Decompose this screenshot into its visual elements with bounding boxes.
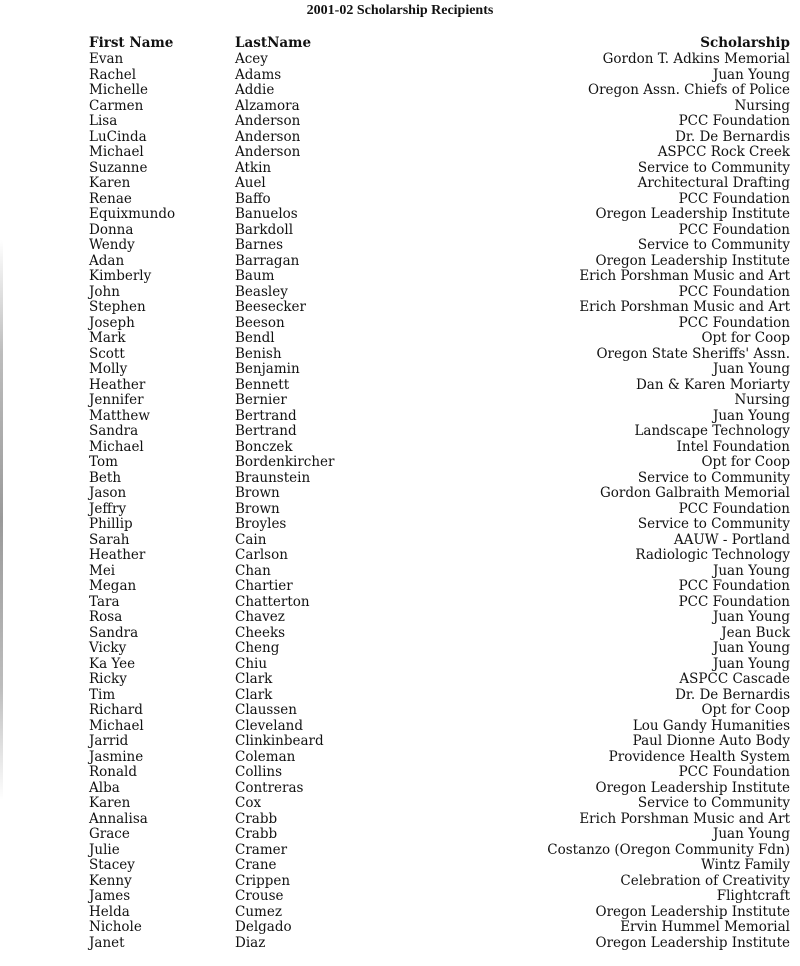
table-row	[0, 905, 800, 921]
last-name-cell: Chan	[235, 562, 271, 579]
table-row	[0, 610, 800, 626]
last-name-cell: Bertrand	[235, 423, 297, 439]
first-name-cell: Jasmine	[89, 748, 144, 765]
first-name-cell: Ricky	[89, 671, 127, 687]
last-name-cell: Clark	[235, 686, 273, 703]
first-name-cell: Scott	[89, 345, 125, 362]
table-row	[0, 796, 800, 812]
table-row	[0, 719, 800, 735]
header-first-name: First Name	[89, 35, 174, 51]
table-row	[0, 765, 800, 781]
first-name-cell: Rachel	[89, 66, 137, 83]
last-name-cell: Broyles	[235, 516, 287, 532]
last-name-cell: Bonczek	[235, 438, 293, 455]
first-name-cell: Sandra	[89, 423, 139, 439]
last-name-cell: Baffo	[235, 190, 271, 207]
first-name-cell: Megan	[89, 578, 137, 594]
scholarship-cell: Juan Young	[712, 407, 790, 424]
scholarship-cell: Costanzo (Oregon Community Fdn)	[547, 841, 790, 858]
first-name-cell: Sarah	[89, 531, 130, 548]
table-row	[0, 455, 800, 471]
scholarship-cell: ASPCC Rock Creek	[657, 144, 790, 160]
scholarship-cell: Juan Young	[712, 66, 790, 83]
table-row	[0, 688, 800, 704]
first-name-cell: Alba	[89, 779, 120, 796]
scholarship-cell: PCC Foundation	[678, 578, 790, 594]
table-row	[0, 626, 800, 642]
last-name-cell: Adams	[235, 66, 282, 83]
scholarship-cell: Erich Porshman Music and Art	[579, 268, 790, 284]
table-row	[0, 130, 800, 146]
scholarship-cell: Oregon State Sheriffs' Assn.	[596, 345, 790, 362]
last-name-cell: Auel	[235, 175, 266, 191]
last-name-cell: Beesecker	[235, 299, 307, 315]
table-header	[0, 36, 800, 52]
scholarship-cell: Dr. De Bernardis	[675, 128, 790, 145]
table-row	[0, 533, 800, 549]
last-name-cell: Cleveland	[235, 717, 303, 734]
table-row	[0, 595, 800, 611]
scholarship-cell: Service to Community	[637, 516, 790, 532]
table-row	[0, 734, 800, 750]
table-row	[0, 316, 800, 332]
scholarship-cell: Landscape Technology	[634, 423, 790, 439]
table-row	[0, 781, 800, 797]
scholarship-cell: Erich Porshman Music and Art	[579, 299, 790, 315]
table-row	[0, 889, 800, 905]
first-name-cell: Evan	[89, 51, 124, 67]
first-name-cell: Tim	[89, 686, 116, 703]
first-name-cell: Adan	[89, 252, 125, 269]
last-name-cell: Cox	[235, 795, 262, 811]
first-name-cell: Suzanne	[89, 159, 148, 176]
last-name-cell: Atkin	[235, 159, 272, 176]
scholarship-cell: Juan Young	[712, 826, 790, 842]
first-name-cell: Equixmundo	[89, 206, 176, 222]
scholarship-cell: Providence Health System	[608, 748, 790, 765]
first-name-cell: Donna	[89, 221, 134, 238]
table-row	[0, 114, 800, 130]
last-name-cell: Anderson	[235, 144, 301, 160]
last-name-cell: Crippen	[235, 872, 291, 889]
last-name-cell: Chiu	[235, 655, 268, 672]
scholarship-cell: PCC Foundation	[678, 221, 790, 238]
table-row	[0, 192, 800, 208]
first-name-cell: Lisa	[89, 113, 118, 129]
last-name-cell: Barkdoll	[235, 221, 294, 238]
first-name-cell: Vicky	[89, 640, 127, 656]
first-name-cell: Kimberly	[89, 268, 152, 284]
table-row	[0, 858, 800, 874]
scholarship-cell: PCC Foundation	[678, 190, 790, 207]
scholarship-cell: Gordon Galbraith Memorial	[599, 485, 790, 501]
table-row	[0, 52, 800, 68]
last-name-cell: Bertrand	[235, 407, 297, 424]
last-name-cell: Anderson	[235, 128, 301, 145]
table-row	[0, 176, 800, 192]
table-row	[0, 300, 800, 316]
scholarship-cell: PCC Foundation	[678, 500, 790, 517]
table-row	[0, 223, 800, 239]
table-row	[0, 641, 800, 657]
scholarship-cell: Oregon Leadership Institute	[595, 206, 790, 222]
table-row	[0, 827, 800, 843]
table-row	[0, 703, 800, 719]
scholarship-cell: Oregon Leadership Institute	[595, 252, 790, 269]
first-name-cell: Heather	[89, 376, 146, 393]
last-name-cell: Cramer	[235, 841, 288, 858]
first-name-cell: Annalisa	[89, 810, 148, 827]
first-name-cell: Heather	[89, 547, 146, 563]
first-name-cell: Janet	[89, 934, 125, 951]
scholarship-cell: Dr. De Bernardis	[675, 686, 790, 703]
last-name-cell: Bernier	[235, 392, 287, 408]
scholarship-cell: Lou Gandy Humanities	[632, 717, 790, 734]
table-row	[0, 486, 800, 502]
last-name-cell: Benish	[235, 345, 282, 362]
first-name-cell: Jennifer	[89, 392, 144, 408]
scholarship-cell: Wintz Family	[700, 857, 790, 873]
last-name-cell: Crabb	[235, 810, 278, 827]
first-name-cell: Carmen	[89, 97, 144, 114]
first-name-cell: Kenny	[89, 872, 132, 889]
table-row	[0, 409, 800, 425]
first-name-cell: Mark	[89, 330, 126, 346]
scholarship-cell: Opt for Coop	[701, 330, 790, 346]
first-name-cell: James	[89, 888, 131, 904]
scholarship-cell: Gordon T. Adkins Memorial	[602, 51, 790, 67]
table-row	[0, 920, 800, 936]
last-name-cell: Chartier	[235, 578, 293, 594]
scholarship-cell: Opt for Coop	[701, 702, 790, 718]
scholarship-cell: PCC Foundation	[678, 593, 790, 610]
scholarship-cell: Service to Community	[637, 159, 790, 176]
table-row	[0, 471, 800, 487]
table-row	[0, 874, 800, 890]
first-name-cell: Helda	[89, 903, 130, 920]
table-row	[0, 812, 800, 828]
first-name-cell: John	[89, 283, 120, 300]
first-name-cell: Jason	[89, 485, 127, 501]
last-name-cell: Collins	[235, 764, 283, 780]
last-name-cell: Beasley	[235, 283, 288, 300]
header-last-name: LastName	[235, 35, 312, 51]
first-name-cell: Tara	[89, 593, 120, 610]
scholarship-cell: Juan Young	[712, 655, 790, 672]
scholarship-cell: Dan & Karen Moriarty	[635, 376, 790, 393]
scholarship-cell: Radiologic Technology	[635, 547, 790, 563]
last-name-cell: Coleman	[235, 748, 296, 765]
scholarship-cell: Jean Buck	[721, 624, 790, 641]
scholarship-cell: Nursing	[734, 392, 790, 408]
table-row	[0, 440, 800, 456]
first-name-cell: Mei	[89, 562, 116, 579]
table-row	[0, 207, 800, 223]
scholarship-cell: Oregon Assn. Chiefs of Police	[588, 82, 790, 98]
table-row	[0, 502, 800, 518]
first-name-cell: Phillip	[89, 516, 133, 532]
last-name-cell: Bendl	[235, 330, 275, 346]
table-row	[0, 254, 800, 270]
scholarship-cell: AAUW - Portland	[673, 531, 790, 548]
table-row	[0, 936, 800, 952]
last-name-cell: Chatterton	[235, 593, 310, 610]
table-row	[0, 750, 800, 766]
first-name-cell: LuCinda	[89, 128, 147, 145]
last-name-cell: Contreras	[235, 779, 304, 796]
last-name-cell: Bennett	[235, 376, 290, 393]
last-name-cell: Crouse	[235, 888, 284, 904]
table-row	[0, 99, 800, 115]
first-name-cell: Grace	[89, 826, 130, 842]
last-name-cell: Crabb	[235, 826, 278, 842]
table-row	[0, 68, 800, 84]
last-name-cell: Alzamora	[235, 97, 300, 114]
scholarship-cell: Opt for Coop	[701, 454, 790, 470]
first-name-cell: Julie	[89, 841, 120, 858]
table-row	[0, 269, 800, 285]
first-name-cell: Richard	[89, 702, 143, 718]
scholarship-cell: Intel Foundation	[676, 438, 790, 455]
first-name-cell: Renae	[89, 190, 132, 207]
last-name-cell: Claussen	[235, 702, 297, 718]
last-name-cell: Barragan	[235, 252, 300, 269]
table-row	[0, 564, 800, 580]
first-name-cell: Stephen	[89, 299, 146, 315]
last-name-cell: Barnes	[235, 237, 284, 253]
scholarship-cell: PCC Foundation	[678, 113, 790, 129]
table-row	[0, 424, 800, 440]
table-row	[0, 331, 800, 347]
first-name-cell: Rosa	[89, 609, 123, 625]
last-name-cell: Chavez	[235, 609, 285, 625]
last-name-cell: Anderson	[235, 113, 301, 129]
last-name-cell: Benjamin	[235, 361, 300, 377]
table-row	[0, 579, 800, 595]
last-name-cell: Cheng	[235, 640, 280, 656]
first-name-cell: Karen	[89, 795, 131, 811]
table-row	[0, 83, 800, 99]
scholarship-cell: Oregon Leadership Institute	[595, 779, 790, 796]
scholarship-cell: Service to Community	[637, 237, 790, 253]
first-name-cell: Jarrid	[89, 733, 129, 749]
first-name-cell: Ka Yee	[89, 655, 136, 672]
table-row	[0, 657, 800, 673]
first-name-cell: Wendy	[89, 237, 135, 253]
first-name-cell: Matthew	[89, 407, 150, 424]
last-name-cell: Banuelos	[235, 206, 298, 222]
scholarship-cell: PCC Foundation	[678, 283, 790, 300]
table-row	[0, 517, 800, 533]
scholarship-cell: Service to Community	[637, 469, 790, 486]
first-name-cell: Michael	[89, 717, 144, 734]
last-name-cell: Clinkinbeard	[235, 733, 324, 749]
table-row	[0, 347, 800, 363]
scholarship-cell: PCC Foundation	[678, 764, 790, 780]
scholarship-cell: Oregon Leadership Institute	[595, 934, 790, 951]
last-name-cell: Brown	[235, 500, 280, 517]
last-name-cell: Cumez	[235, 903, 282, 920]
scholarship-cell: Architectural Drafting	[637, 175, 790, 191]
last-name-cell: Clark	[235, 671, 273, 687]
last-name-cell: Cain	[235, 531, 267, 548]
scholarship-cell: Service to Community	[637, 795, 790, 811]
scholarship-cell: Paul Dionne Auto Body	[632, 733, 790, 749]
scholarship-cell: Erich Porshman Music and Art	[579, 810, 790, 827]
first-name-cell: Nichole	[89, 919, 142, 935]
table-row	[0, 843, 800, 859]
first-name-cell: Michael	[89, 144, 144, 160]
scholarship-cell: Juan Young	[712, 640, 790, 656]
scholarship-cell: Oregon Leadership Institute	[595, 903, 790, 920]
scholarship-cell: Juan Young	[712, 562, 790, 579]
last-name-cell: Beeson	[235, 314, 285, 331]
first-name-cell: Sandra	[89, 624, 139, 641]
last-name-cell: Acey	[235, 51, 268, 67]
table-row	[0, 548, 800, 564]
scholarship-cell: Nursing	[734, 97, 790, 114]
first-name-cell: Michael	[89, 438, 144, 455]
first-name-cell: Michelle	[89, 82, 149, 98]
table-row	[0, 145, 800, 161]
last-name-cell: Bordenkircher	[235, 454, 335, 470]
last-name-cell: Braunstein	[235, 469, 311, 486]
first-name-cell: Joseph	[89, 314, 135, 331]
table-row	[0, 285, 800, 301]
first-name-cell: Jeffry	[89, 500, 127, 517]
scholarship-cell: PCC Foundation	[678, 314, 790, 331]
scholarship-cell: Juan Young	[712, 361, 790, 377]
table-row	[0, 393, 800, 409]
first-name-cell: Ronald	[89, 764, 137, 780]
scholarship-cell: Celebration of Creativity	[620, 872, 790, 889]
first-name-cell: Molly	[89, 361, 128, 377]
first-name-cell: Stacey	[89, 857, 135, 873]
last-name-cell: Delgado	[235, 919, 292, 935]
table-row	[0, 672, 800, 688]
header-scholarship: Scholarship	[700, 35, 790, 51]
scholarship-cell: ASPCC Cascade	[679, 671, 790, 687]
last-name-cell: Diaz	[235, 934, 266, 951]
first-name-cell: Beth	[89, 469, 122, 486]
table-row	[0, 161, 800, 177]
last-name-cell: Baum	[235, 268, 275, 284]
last-name-cell: Addie	[235, 82, 275, 98]
last-name-cell: Brown	[235, 485, 280, 501]
scholarship-cell: Ervin Hummel Memorial	[620, 919, 790, 935]
scholarship-cell: Flightcraft	[716, 888, 790, 904]
last-name-cell: Carlson	[235, 547, 288, 563]
table-row	[0, 238, 800, 254]
last-name-cell: Cheeks	[235, 624, 286, 641]
page-title: 2001-02 Scholarship Recipients	[306, 3, 494, 18]
table-row	[0, 362, 800, 378]
first-name-cell: Tom	[89, 454, 118, 470]
first-name-cell: Karen	[89, 175, 131, 191]
last-name-cell: Crane	[235, 857, 277, 873]
table-row	[0, 378, 800, 394]
scholarship-cell: Juan Young	[712, 609, 790, 625]
